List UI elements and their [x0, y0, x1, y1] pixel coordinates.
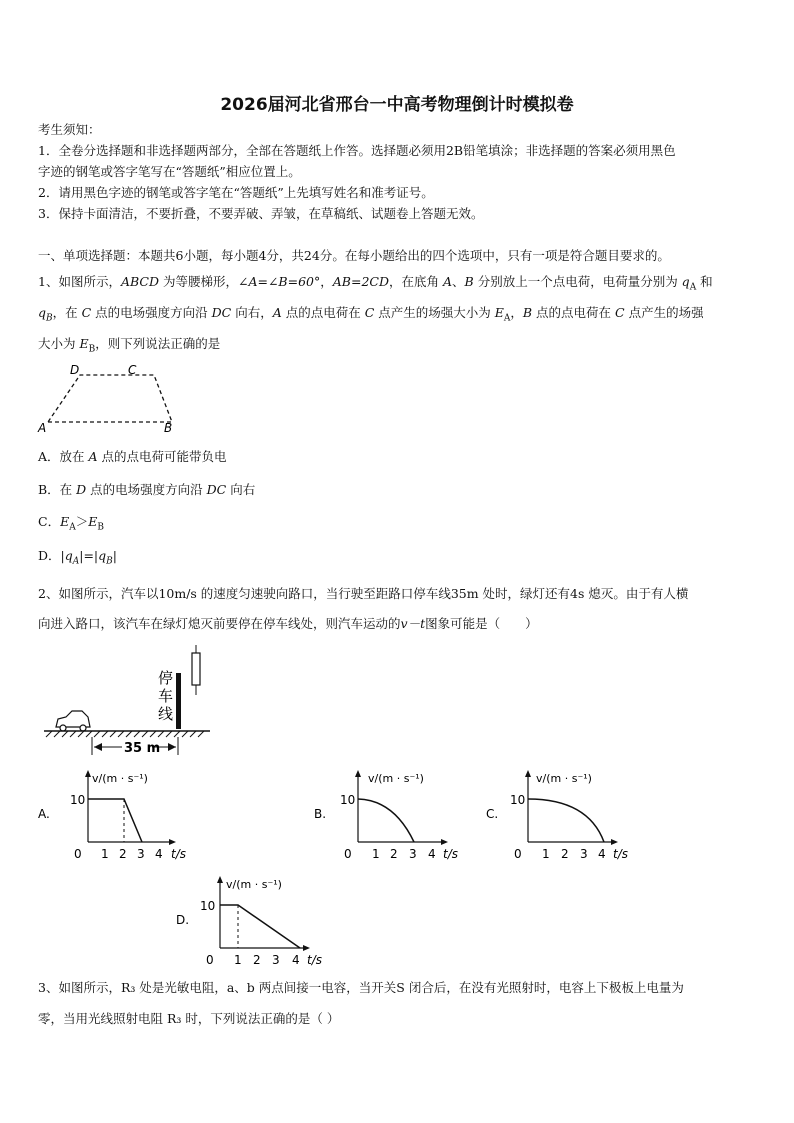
option-a-label: A.	[38, 807, 50, 821]
section-heading: 一、单项选择题：本题共6小题，每小题4分，共24分。在每小题给出的四个选项中，只有一项是符合题目要求的。	[38, 248, 670, 263]
option-c-label: C.	[486, 807, 499, 821]
vt-line-a	[88, 799, 142, 842]
svg-text:10: 10	[200, 899, 216, 913]
svg-text:4: 4	[292, 953, 300, 967]
vt-curve-b	[358, 799, 414, 842]
svg-text:3: 3	[409, 847, 417, 861]
svg-text:2: 2	[561, 847, 569, 861]
q1-line-3: 大小为 $E_B$，则下列说法正确的是	[38, 336, 221, 355]
label-b: B	[164, 421, 173, 434]
graph-option-d	[174, 872, 334, 972]
svg-text:0: 0	[206, 953, 214, 967]
svg-text:4: 4	[155, 847, 163, 861]
vt-curve-c	[528, 799, 604, 842]
distance-label: 35 m	[124, 741, 161, 756]
q1-option-a: A．放在 A 点的点电荷可能带负电	[38, 449, 227, 464]
stop-label-2: 车	[158, 687, 174, 705]
svg-text:4: 4	[428, 847, 436, 861]
graph-option-c	[484, 766, 644, 866]
label-c: C	[128, 363, 137, 377]
notice-item-1-cont: 字迹的钢笔或答字笔写在“答题纸”相应位置上。	[38, 164, 301, 179]
svg-text:0: 0	[74, 847, 82, 861]
svg-text:10: 10	[340, 793, 356, 807]
road-scene	[40, 645, 220, 757]
svg-text:3: 3	[137, 847, 145, 861]
svg-text:t/s: t/s	[443, 847, 458, 861]
q1-option-b: B．在 D 点的电场强度方向沿 DC 向右	[38, 482, 256, 497]
svg-text:10: 10	[70, 793, 86, 807]
road-hatching	[46, 731, 204, 737]
svg-text:v/(m · s⁻¹): v/(m · s⁻¹)	[536, 772, 592, 785]
svg-text:v/(m · s⁻¹): v/(m · s⁻¹)	[368, 772, 424, 785]
stop-label-1: 停	[158, 669, 174, 687]
svg-text:1: 1	[542, 847, 550, 861]
graph-option-a	[36, 766, 196, 866]
stop-label-3: 线	[158, 705, 174, 723]
svg-text:3: 3	[580, 847, 588, 861]
svg-text:t/s: t/s	[613, 847, 628, 861]
trapezoid-abcd	[48, 375, 172, 422]
q1-option-c: C．$E_A>E_B$	[38, 514, 104, 533]
svg-text:2: 2	[253, 953, 261, 967]
option-d-label: D.	[176, 913, 190, 927]
svg-text:10: 10	[510, 793, 526, 807]
notice-item-3: 3．保持卡面清洁，不要折叠，不要弄破、弄皱，在草稿纸、试题卷上答题无效。	[38, 206, 484, 221]
label-d: D	[70, 363, 80, 377]
svg-text:0: 0	[514, 847, 522, 861]
svg-text:v/(m · s⁻¹): v/(m · s⁻¹)	[226, 878, 282, 891]
svg-text:1: 1	[372, 847, 380, 861]
trapezoid-figure	[36, 362, 186, 434]
car-icon	[56, 711, 90, 731]
svg-text:3: 3	[272, 953, 280, 967]
svg-text:t/s: t/s	[307, 953, 322, 967]
label-a: A	[38, 421, 47, 434]
stop-line-post	[176, 673, 181, 729]
notice-heading: 考生须知：	[38, 122, 101, 137]
svg-text:2: 2	[390, 847, 398, 861]
q3-line-2: 零，当用光线照射电阻 R₃ 时，下列说法正确的是（ ）	[38, 1011, 340, 1026]
vt-line-d	[220, 905, 300, 948]
q2-line-2: 向进入路口，该汽车在绿灯熄灭前要停在停车线处，则汽车运动的v－t图象可能是（ ）	[38, 616, 538, 631]
notice-item-2: 2．请用黑色字迹的钢笔或答字笔在“答题纸”上先填写姓名和准考证号。	[38, 185, 434, 200]
option-b-label: B.	[314, 807, 327, 821]
svg-text:1: 1	[234, 953, 242, 967]
svg-text:2: 2	[119, 847, 127, 861]
page-title: 2026届河北省邢台一中高考物理倒计时模拟卷	[220, 95, 574, 115]
svg-text:v/(m · s⁻¹): v/(m · s⁻¹)	[92, 772, 148, 785]
svg-text:4: 4	[598, 847, 606, 861]
q1-line-2: $q_B$，在 C 点的电场强度方向沿 DC 向右，A 点的点电荷在 C 点产生的场强大小为 $E_A$，B 点的点电荷在 C 点产生的场强	[38, 305, 704, 324]
graph-option-b	[312, 766, 472, 866]
q3-line-1: 3、如图所示，R₃ 处是光敏电阻，a、b 两点间接一电容，当开关S 闭合后，在没有光照射时，电容上下极板上电量为	[38, 980, 684, 995]
svg-text:t/s: t/s	[171, 847, 186, 861]
q2-line-1: 2、如图所示，汽车以10m/s 的速度匀速驶向路口，当行驶至距路口停车线35m 处时，绿灯还有4s 熄灭。由于有人横	[38, 586, 689, 601]
q1-option-d: D．$|q_A|=|q_B|$	[38, 548, 117, 567]
traffic-light-icon	[192, 653, 200, 685]
svg-text:0: 0	[344, 847, 352, 861]
q1-line-1: 1、如图所示，ABCD 为等腰梯形，∠A=∠B=60°，AB=2CD，在底角 A、B 分别放上一个点电荷，电荷量分别为 $q_A$ 和	[38, 274, 713, 293]
notice-item-1: 1．全卷分选择题和非选择题两部分，全部在答题纸上作答。选择题必须用2B铅笔填涂；非选择题的答案必须用黑色	[38, 143, 676, 158]
svg-text:1: 1	[101, 847, 109, 861]
